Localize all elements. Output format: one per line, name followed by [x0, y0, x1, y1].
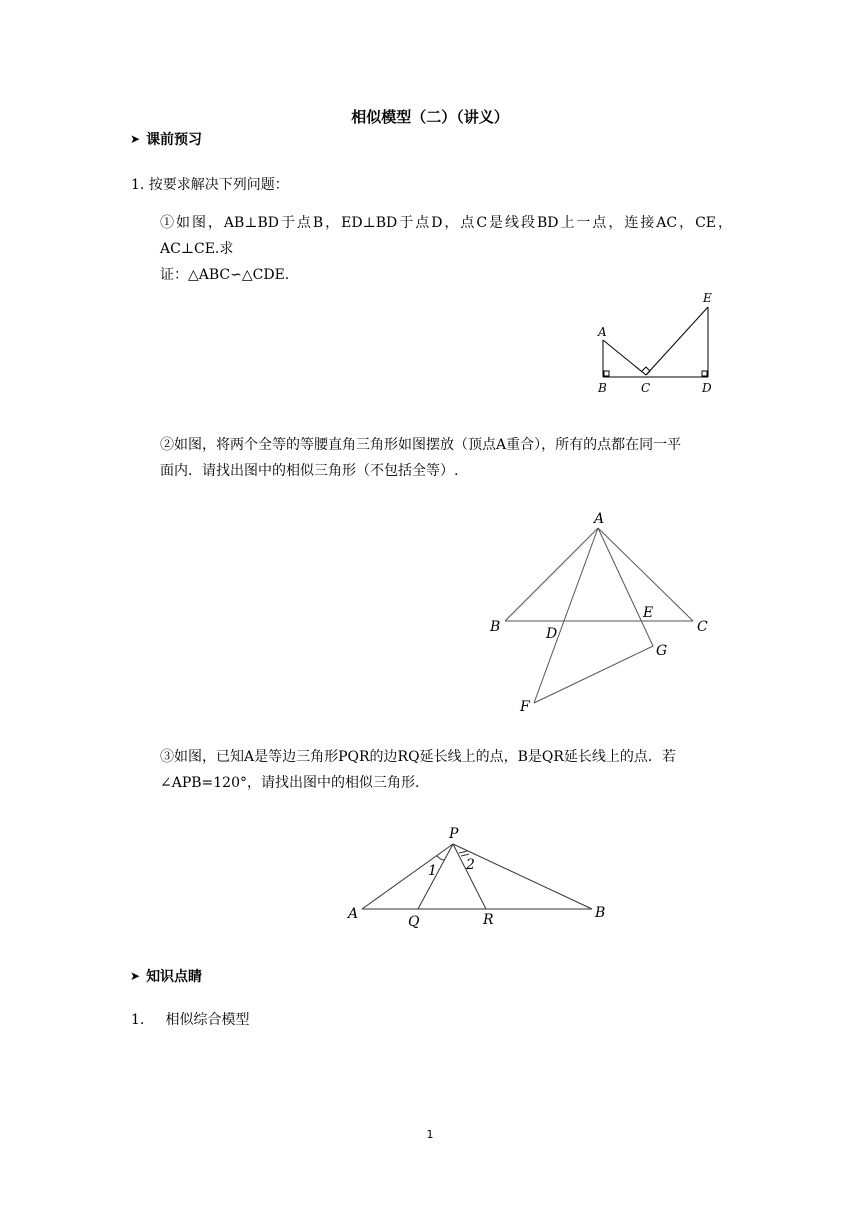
label-c: C — [697, 619, 708, 635]
problem-2-line2: 面内．请找出图中的相似三角形（不包括全等）. — [160, 463, 459, 479]
label-d: D — [702, 381, 712, 395]
figure-3-diagram — [340, 820, 620, 935]
right-angle-b-icon — [604, 371, 609, 376]
label-f: F — [520, 699, 530, 715]
problem-2-line1: ②如图，将两个全等的等腰直角三角形如图摆放（顶点A重合），所有的点都在同一平 — [160, 437, 682, 453]
angle-2-label: 2 — [466, 857, 475, 873]
problem-3-text — [160, 744, 732, 796]
section-key-points-label: 知识点睛 — [146, 969, 203, 985]
angle-2-arc-icon — [459, 851, 467, 853]
section-preview — [130, 129, 202, 149]
page-title: 相似模型（二）（讲义） — [351, 108, 509, 126]
section-preview-label: 课前预习 — [146, 132, 203, 148]
label-a: A — [594, 511, 605, 527]
figure-2-diagram — [480, 505, 720, 720]
label-e: E — [643, 605, 654, 621]
right-angle-d-icon — [702, 371, 707, 376]
segment-ce — [646, 307, 708, 375]
problem-1-line1: ①如图，AB⊥BD于点B，ED⊥BD于点D，点C是线段BD上一点，连接AC，CE，AC⊥CE.求 — [160, 215, 732, 257]
label-a: A — [598, 325, 607, 339]
label-a: A — [348, 906, 359, 922]
label-b: B — [595, 905, 606, 921]
problem-1-line2: 证：△ABC∽△CDE. — [160, 267, 290, 283]
list-item — [131, 1009, 249, 1029]
problem-3-line1: ③如图，已知A是等边三角形PQR的边RQ延长线上的点，B是QR延长线上的点．若 — [160, 749, 676, 765]
segment-ag — [598, 528, 653, 646]
label-d: D — [546, 626, 558, 642]
segment-pr — [453, 844, 486, 909]
label-e: E — [703, 291, 712, 305]
problem-3-line2: ∠APB=120°，请找出图中的相似三角形. — [160, 775, 420, 791]
list-item-text: 相似综合模型 — [165, 1012, 250, 1028]
label-r: R — [483, 912, 494, 928]
question-1: 1. 按要求解决下列问题： — [131, 177, 289, 193]
label-b: B — [490, 619, 501, 635]
figure-1-diagram — [590, 285, 730, 400]
arrow-bullet-icon: ➤ — [130, 132, 141, 146]
problem-2-text — [160, 432, 732, 484]
angle-1-label: 1 — [428, 863, 437, 879]
segment-pb — [453, 844, 592, 909]
page-number: 1 — [426, 1128, 434, 1141]
angle-2-arc-double-icon — [461, 854, 469, 856]
angle-1-arc-icon — [437, 856, 444, 860]
list-item-number: 1. — [131, 1012, 145, 1028]
label-b: B — [598, 381, 607, 395]
right-angle-c-icon — [642, 367, 650, 375]
label-c: C — [641, 381, 651, 395]
section-key-points — [130, 966, 202, 986]
label-p: P — [449, 826, 459, 842]
label-g: G — [656, 643, 668, 659]
label-q: Q — [408, 914, 420, 930]
segment-ab — [505, 528, 598, 621]
segment-ac — [603, 340, 646, 375]
problem-1-text — [160, 210, 732, 288]
arrow-bullet-icon: ➤ — [130, 969, 141, 983]
segment-pa — [362, 844, 453, 909]
